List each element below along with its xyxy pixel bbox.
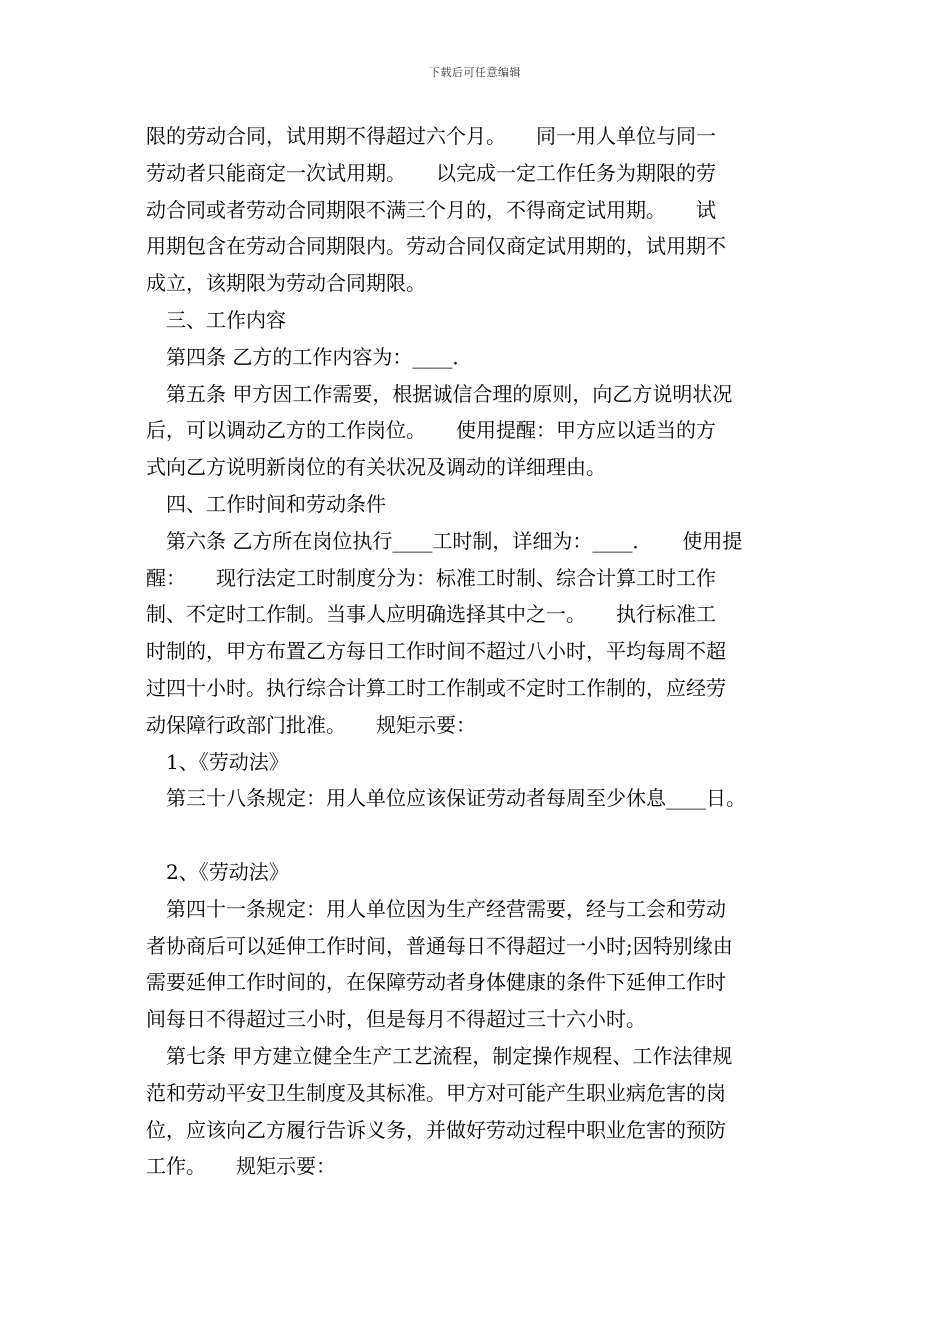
document-body [146, 118, 818, 1185]
text-line: 者协商后可以延伸工作时间，普通每日不得超过一小时;因特别缘由 [146, 933, 733, 958]
article-line: 第六条 乙方所在岗位执行____工时制，详细为：____． 使用提 [166, 528, 743, 553]
article-line: 第五条 甲方因工作需要，根据诚信合理的原则，向乙方说明状况 [166, 381, 733, 406]
page-header: 下载后可任意编辑 [429, 66, 521, 79]
text-line: 醒： 现行法定工时制度分为：标准工时制、综合计算工时工作 [146, 565, 716, 590]
text-line: 动合同或者劳动合同期限不满三个月的，不得商定试用期。 试 [146, 197, 716, 222]
section-heading: 四、工作时间和劳动条件 [166, 491, 386, 516]
article-line: 第四十一条规定：用人单位因为生产经营需要，经与工会和劳动 [166, 896, 726, 921]
article-line: 第四条 乙方的工作内容为：____． [166, 344, 473, 369]
law-reference: 1、《劳动法》 [166, 749, 289, 774]
text-line: 劳动者只能商定一次试用期。 以完成一定工作任务为期限的劳 [146, 160, 716, 185]
text-line: 时制的，甲方布置乙方每日工作时间不超过八小时，平均每周不超 [146, 639, 726, 664]
blank-line [146, 817, 818, 854]
text-line: 工作。 规矩示要： [146, 1154, 336, 1179]
text-line: 后，可以调动乙方的工作岗位。 使用提醒：甲方应以适当的方 [146, 418, 716, 443]
text-line: 限的劳动合同，试用期不得超过六个月。 同一用人单位与同一 [146, 124, 716, 148]
text-line: 过四十小时。执行综合计算工时工作制或不定时工作制的，应经劳 [146, 675, 726, 700]
law-reference: 2、《劳动法》 [166, 859, 289, 884]
text-line: 位，应该向乙方履行告诉义务，并做好劳动过程中职业危害的预防 [146, 1117, 726, 1142]
text-line: 式向乙方说明新岗位的有关状况及调动的详细理由。 [146, 455, 606, 480]
text-line: 动保障行政部门批准。 规矩示要： [146, 712, 476, 737]
text-line: 用期包含在劳动合同期限内。劳动合同仅商定试用期的，试用期不 [146, 234, 726, 259]
text-line: 制、不定时工作制。当事人应明确选择其中之一。 执行标准工 [146, 602, 716, 627]
article-line: 第七条 甲方建立健全生产工艺流程，制定操作规程、工作法律规 [166, 1043, 733, 1068]
text-line: 范和劳动平安卫生制度及其标准。甲方对可能产生职业病危害的岗 [146, 1080, 726, 1105]
article-line: 第三十八条规定：用人单位应该保证劳动者每周至少休息____日。 [166, 786, 746, 811]
section-heading: 三、工作内容 [166, 307, 286, 332]
text-line: 间每日不得超过三小时，但是每月不得超过三十六小时。 [146, 1007, 646, 1032]
text-line: 成立，该期限为劳动合同期限。 [146, 271, 426, 296]
text-line: 需要延伸工作时间的，在保障劳动者身体健康的条件下延伸工作时 [146, 970, 726, 995]
